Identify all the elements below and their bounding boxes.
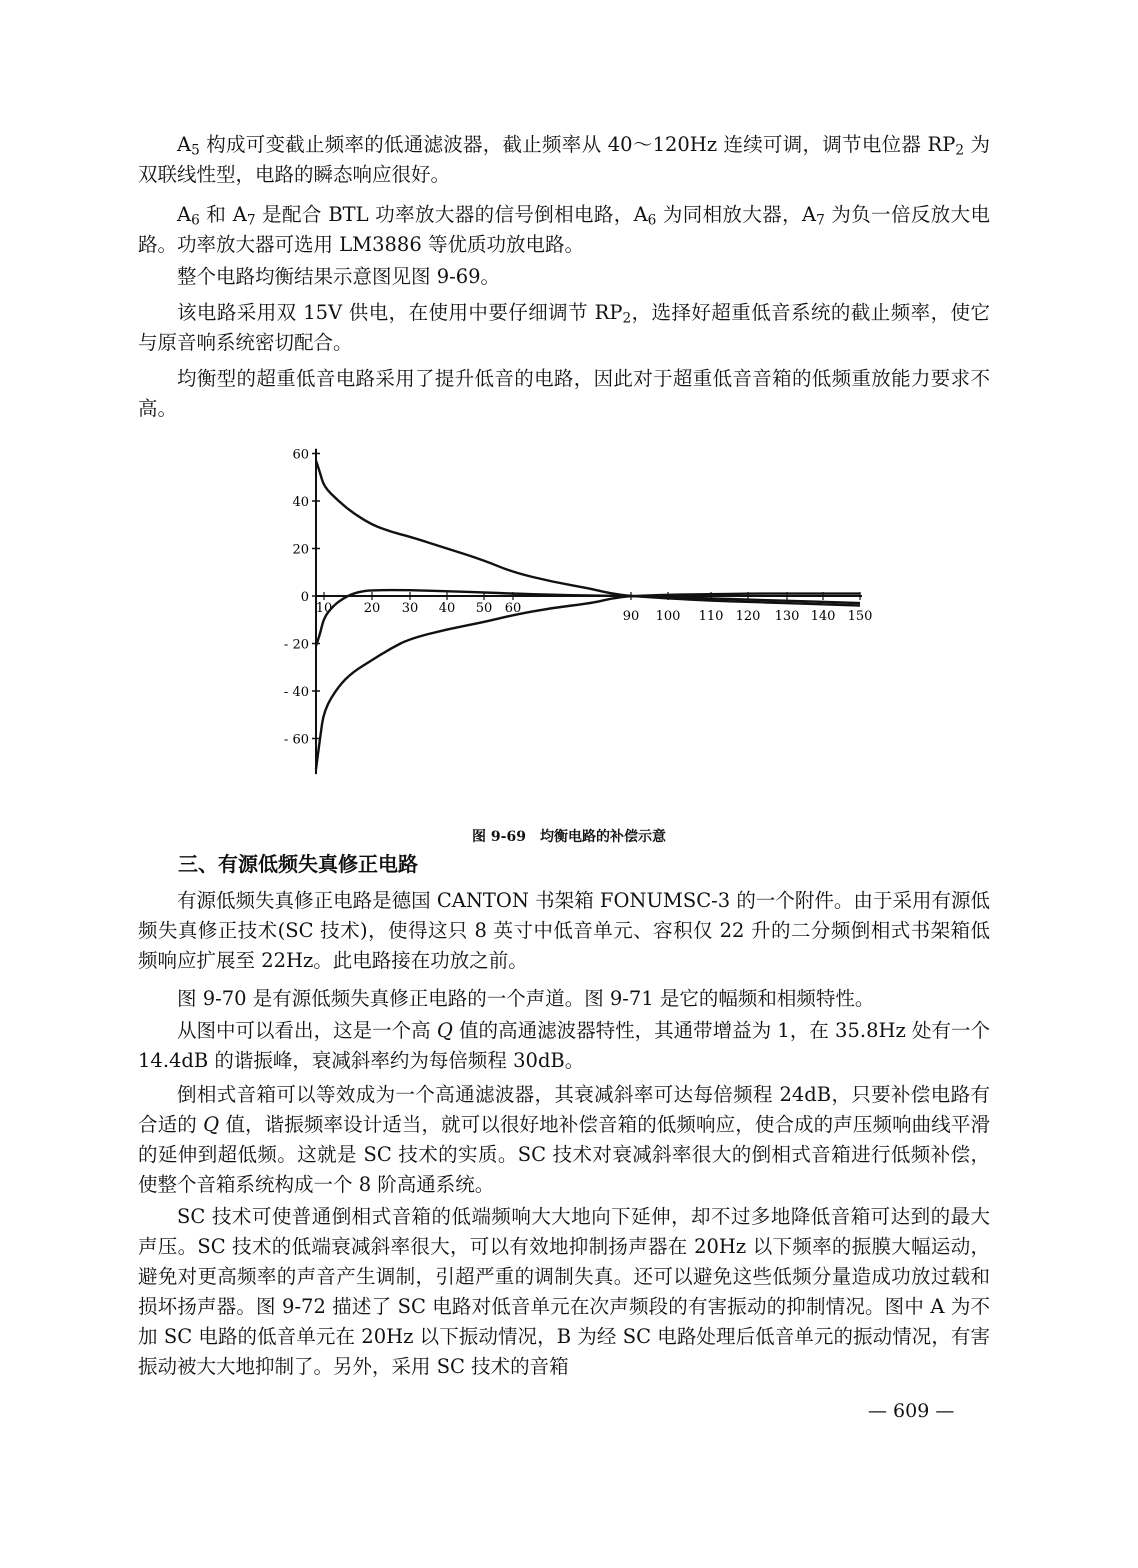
x-tick-label: 120 — [735, 609, 761, 624]
y-tick-label: 40 — [292, 495, 309, 510]
x-tick-label: 110 — [698, 609, 724, 624]
x-tick-label: 60 — [504, 601, 522, 616]
text-run: 值的高通滤波器特性，其通带增益为 1，在 35.8Hz 处有一个 14.4dB 的谐振峰，衰减斜率约为每倍频程 30dB。 — [138, 1019, 990, 1072]
subscript: 2 — [622, 310, 632, 327]
paragraph-canton-intro: 有源低频失真修正电路是德国 CANTON 书架箱 FONUMSC-3 的一个附件。由于采用有源低频失真修正技术(SC 技术)，使得这只 8 英寸中低音单元、容积仅 22 升的二分频倒相式书架箱低频响应扩展至 22Hz。此电路接在功放之前。 — [138, 889, 990, 972]
x-tick-label: 30 — [401, 601, 419, 616]
x-tick-label: 130 — [774, 609, 800, 624]
page-number: — 609 — — [868, 1400, 955, 1422]
paragraph-sc-benefits: SC 技术可使普通倒相式音箱的低端频响大大地向下延伸，却不过多地降低音箱可达到的最大声压。SC 技术的低端衰减斜率很大，可以有效地抑制扬声器在 20Hz 以下频率的振膜大幅运动，避免对更高频率的声音产生调制，引超严重的调制失真。还可以避免这些低频分量造成功放过载和损坏扬声器。图 9-72 描述了 SC 电路对低音单元在次声频段的有害振动的抑制情况。图中 A 为不加 SC 电路的低音单元在 20Hz 以下振动情况，B 为经 SC 电路处理后低音单元的振动情况，有害振动被大大地抑制了。另外，采用 SC 技术的音箱 — [138, 1205, 990, 1378]
text-run: 为负一倍反放大电路。功率放大器可选用 LM3886 等优质功放电路。 — [138, 203, 991, 256]
x-tick-label: 100 — [655, 609, 681, 624]
paragraph-sc-essence — [138, 1080, 990, 1200]
subscript: 6 — [647, 212, 657, 229]
x-tick-label: 10 — [315, 601, 333, 616]
paragraph-high-q — [138, 1016, 990, 1076]
text-run: 该电路采用双 15V 供电，在使用中要仔细调节 RP — [177, 301, 623, 324]
text-run: 倒相式音箱可以等效成为一个高通滤波器，其衰减斜率可达每倍频程 24dB，只要补偿电路有合适的 — [138, 1083, 990, 1136]
series-line-compensation-boost — [316, 461, 860, 606]
text-run: 从图中可以看出，这是一个高 — [177, 1019, 437, 1042]
subscript: 2 — [955, 142, 965, 159]
paragraph-bass-boost: 均衡型的超重低音电路采用了提升低音的电路，因此对于超重低音音箱的低频重放能力要求不高。 — [138, 367, 990, 420]
text-run: 值，谐振频率设计适当，就可以很好地补偿音箱的低频响应，使合成的声压频响曲线平滑的延伸到超低频。这就是 SC 技术的实质。SC 技术对衰减斜率很大的倒相式音箱进行低频补偿，使整个音箱系统构成一个 8 阶高通系统。 — [138, 1113, 991, 1196]
subscript: 7 — [246, 212, 256, 229]
y-tick-label: - 20 — [283, 637, 309, 653]
subscript: 7 — [816, 212, 825, 229]
y-tick-label: 0 — [300, 590, 309, 605]
x-tick-label: 50 — [475, 601, 493, 616]
paragraph-btl-inverter — [138, 200, 990, 260]
italic-q: Q — [436, 1019, 453, 1042]
text-run: A — [177, 133, 192, 156]
x-tick-label: 150 — [847, 609, 873, 624]
y-tick-label: 20 — [292, 542, 309, 558]
section-heading: 三、有源低频失真修正电路 — [178, 852, 418, 876]
italic-q: Q — [203, 1113, 220, 1136]
text-run: 和 A — [199, 203, 247, 226]
subscript: 6 — [191, 212, 200, 229]
x-tick-label: 20 — [363, 601, 381, 616]
text-run: 构成可变截止频率的低通滤波器，截止频率从 40～120Hz 连续可调，调节电位器 RP — [199, 133, 956, 156]
text-run: 为双联线性型，电路的瞬态响应很好。 — [138, 133, 990, 186]
text-run: 是配合 BTL 功率放大器的信号倒相电路，A — [255, 203, 648, 226]
x-tick-label: 40 — [438, 601, 456, 616]
figure-caption: 图 9-69 均衡电路的补偿示意 — [472, 829, 666, 845]
paragraph-fig-9-70: 图 9-70 是有源低频失真修正电路的一个声道。图 9-71 是它的幅频和相频特性。 — [177, 987, 875, 1010]
x-tick-label: 140 — [810, 609, 836, 624]
chart-ticks — [284, 448, 872, 748]
y-tick-label: - 60 — [283, 732, 309, 748]
text-run: 为同相放大器，A — [656, 203, 817, 226]
text-run: A — [177, 203, 192, 226]
paragraph-figure-ref: 整个电路均衡结果示意图见图 9-69。 — [177, 265, 501, 288]
text-run: ，选择好超重低音系统的截止频率，使它与原音响系统密切配合。 — [138, 301, 990, 354]
y-tick-label: - 40 — [283, 685, 309, 700]
x-tick-label: 90 — [622, 609, 640, 624]
subscript: 5 — [191, 142, 200, 159]
paragraph-a5-filter — [138, 130, 990, 190]
y-tick-label: 60 — [292, 447, 309, 463]
gain-chart — [0, 440, 1138, 800]
paragraph-power-supply — [138, 298, 990, 358]
